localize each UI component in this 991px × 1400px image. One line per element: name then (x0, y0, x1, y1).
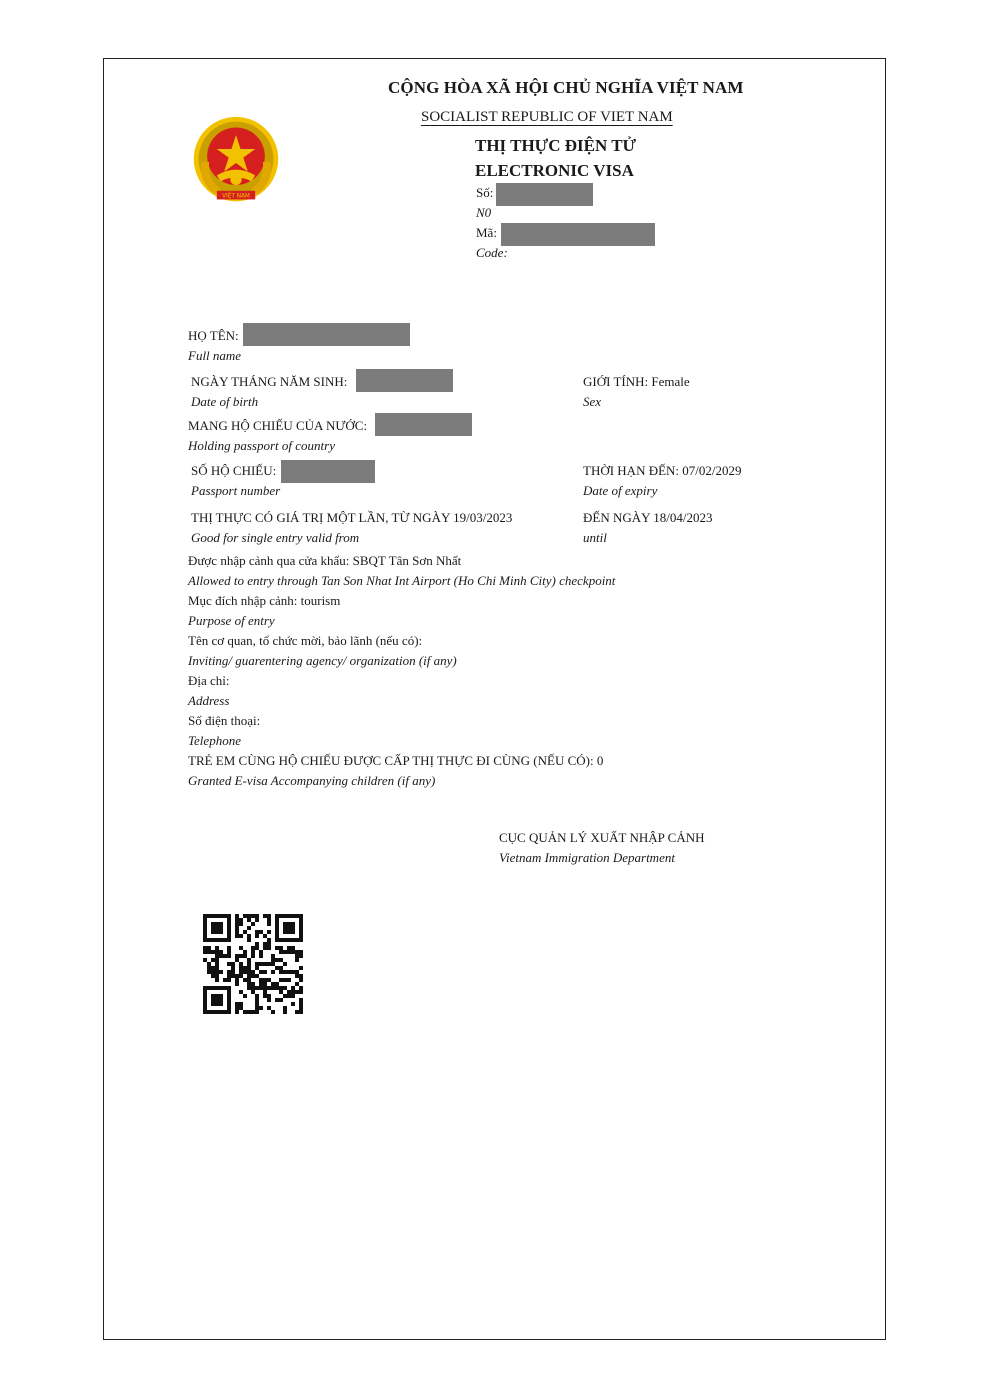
code-redaction (501, 223, 655, 246)
expiry-label-vi: THỜI HẠN ĐẾN: 07/02/2029 (583, 463, 742, 478)
number-label-vi: Số: (476, 185, 494, 200)
full-name-label-en: Full name (188, 348, 242, 363)
children-label-en: Granted E-visa Accompanying children (if any) (188, 773, 436, 788)
sex-label-en: Sex (583, 394, 602, 409)
address-label-vi: Địa chỉ: (188, 673, 230, 688)
passport-number-label-vi: SỐ HỘ CHIẾU: (191, 463, 277, 478)
agency-label-vi: Tên cơ quan, tổ chức mời, bảo lãnh (nếu có): (188, 633, 423, 648)
full-name-label-vi: HỌ TÊN: (188, 328, 239, 343)
passport-number-label-en: Passport number (191, 483, 281, 498)
sex-label-vi: GIỚI TÍNH: Female (583, 374, 690, 389)
dob-label-vi: NGÀY THÁNG NĂM SINH: (191, 374, 348, 389)
emblem-ribbon-text: VIỆT NAM (222, 193, 250, 200)
qr-code-icon (203, 914, 303, 1014)
phone-label-vi: Số điện thoại: (188, 713, 261, 728)
doc-title-vi: THỊ THỰC ĐIỆN TỬ (475, 136, 637, 155)
number-label-en: N0 (476, 205, 492, 220)
children-label-vi: TRẺ EM CÙNG HỘ CHIẾU ĐƯỢC CẤP THỊ THỰC ĐI CÙNG (NẾU CÓ): 0 (188, 753, 604, 768)
until-label-vi: ĐẾN NGÀY 18/04/2023 (583, 510, 713, 525)
purpose-label-vi: Mục đích nhập cảnh: tourism (188, 593, 341, 608)
national-emblem-icon (188, 114, 284, 210)
validity-label-en: Good for single entry valid from (191, 530, 360, 545)
code-label-vi: Mã: (476, 225, 497, 240)
validity-label-vi: THỊ THỰC CÓ GIÁ TRỊ MỘT LẦN, TỪ NGÀY 19/03/2023 (191, 510, 513, 525)
dob-redaction (356, 369, 453, 392)
full-name-redaction (243, 323, 410, 346)
address-label-en: Address (188, 693, 230, 708)
passport-country-redaction (375, 413, 472, 436)
country-name-en: SOCIALIST REPUBLIC OF VIET NAM (421, 109, 673, 125)
until-label-en: until (583, 530, 607, 545)
country-name-vi: CỘNG HÒA XÃ HỘI CHỦ NGHĨA VIỆT NAM (388, 78, 744, 97)
expiry-label-en: Date of expiry (583, 483, 658, 498)
dob-label-en: Date of birth (191, 394, 259, 409)
issuer-name-en: Vietnam Immigration Department (499, 850, 675, 865)
issuer-name-vi: CỤC QUẢN LÝ XUẤT NHẬP CẢNH (499, 830, 705, 845)
number-redaction (496, 183, 593, 206)
agency-label-en: Inviting/ guarentering agency/ organization (if any) (188, 653, 457, 668)
passport-country-label-vi: MANG HỘ CHIẾU CỦA NƯỚC: (188, 418, 368, 433)
doc-title-en: ELECTRONIC VISA (475, 161, 634, 180)
checkpoint-label-en: Allowed to entry through Tan Son Nhat Int Airport (Ho Chi Minh City) checkpoint (188, 573, 616, 588)
passport-number-redaction (281, 460, 375, 483)
purpose-label-en: Purpose of entry (188, 613, 275, 628)
code-label-en: Code: (476, 245, 508, 260)
checkpoint-label-vi: Được nhập cảnh qua cửa khẩu: SBQT Tân Sơn Nhất (188, 553, 462, 568)
passport-country-label-en: Holding passport of country (188, 438, 335, 453)
phone-label-en: Telephone (188, 733, 241, 748)
